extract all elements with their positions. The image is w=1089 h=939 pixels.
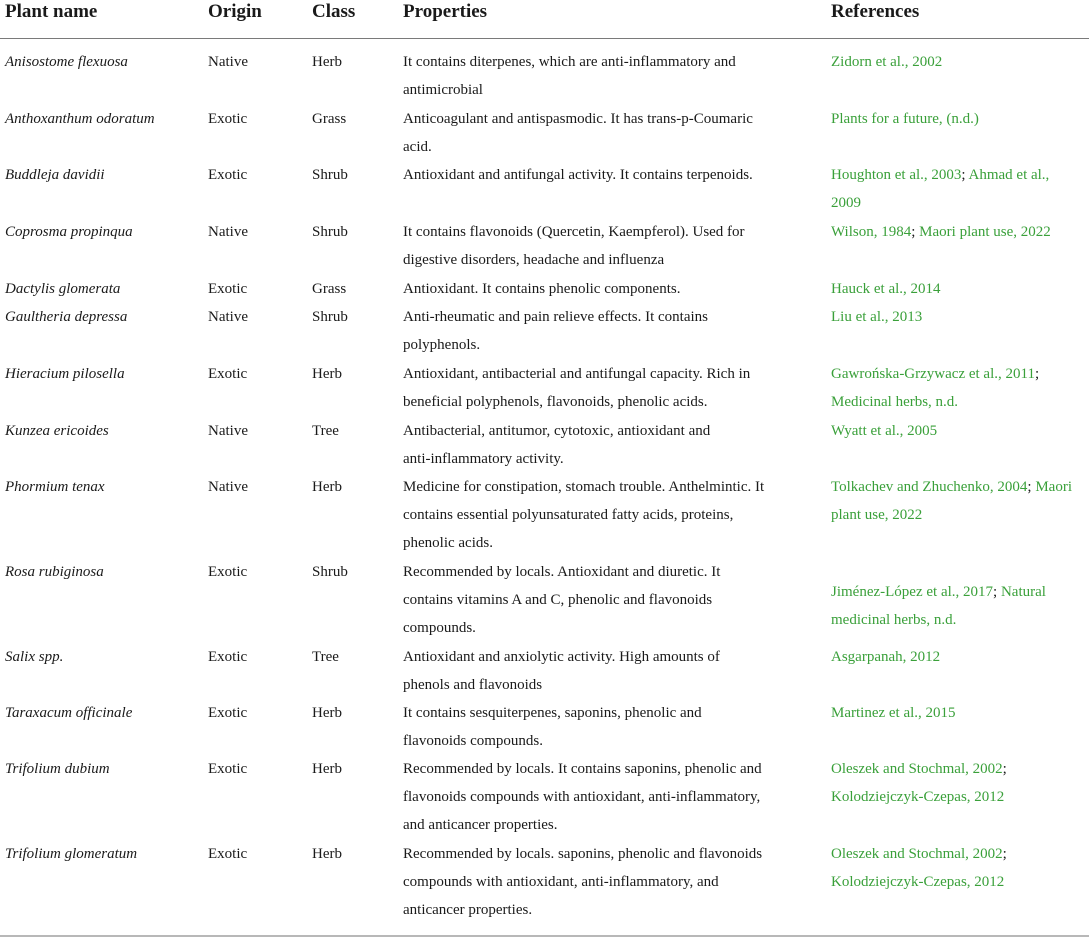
header-properties: Properties — [403, 1, 488, 22]
class-cell: Herb — [312, 479, 342, 495]
references-line — [831, 755, 1007, 783]
origin-cell: Exotic — [208, 846, 248, 862]
properties-line: compounds with antioxidant, anti-inflammatory, and — [403, 874, 719, 890]
plant-name-cell: Dactylis glomerata — [5, 281, 121, 297]
references-line — [831, 643, 940, 671]
origin-cell: Native — [208, 479, 248, 495]
properties-line: beneficial polyphenols, flavonoids, phenolic acids. — [403, 394, 708, 410]
plant-name-cell: Rosa rubiginosa — [5, 564, 104, 580]
plant-name-cell: Anthoxanthum odoratum — [5, 111, 155, 127]
properties-line: Antioxidant and antifungal activity. It contains terpenoids. — [403, 167, 753, 183]
header-origin: Origin — [208, 1, 262, 22]
reference-link[interactable]: Medicinal herbs, n.d. — [831, 394, 959, 410]
properties-line: phenols and flavonoids — [403, 677, 543, 693]
properties-line: Antioxidant and anxiolytic activity. High amounts of — [403, 649, 720, 665]
reference-link[interactable]: Zidorn et al., 2002 — [831, 54, 943, 70]
properties-line: It contains sesquiterpenes, saponins, phenolic and — [403, 705, 702, 721]
properties-line: Recommended by locals. Antioxidant and diuretic. It — [403, 564, 721, 580]
references-line — [831, 473, 1072, 501]
properties-line: Medicine for constipation, stomach trouble. Anthelmintic. It — [403, 479, 765, 495]
properties-line: It contains diterpenes, which are anti-inflammatory and — [403, 54, 736, 70]
references-line — [831, 303, 922, 331]
origin-cell: Native — [208, 54, 248, 70]
plant-name-cell: Gaultheria depressa — [5, 309, 128, 325]
origin-cell: Exotic — [208, 111, 248, 127]
reference-link[interactable]: Martinez et al., 2015 — [831, 705, 956, 721]
class-cell: Herb — [312, 54, 342, 70]
references-cell — [831, 643, 940, 671]
class-cell: Herb — [312, 761, 342, 777]
class-cell: Tree — [312, 649, 339, 665]
class-cell: Shrub — [312, 167, 348, 183]
class-cell: Herb — [312, 366, 342, 382]
reference-separator: ; — [1002, 761, 1007, 777]
properties-line: Recommended by locals. It contains saponins, phenolic and — [403, 761, 762, 777]
reference-separator: ; — [911, 224, 920, 240]
references-cell — [831, 48, 942, 76]
header-plant-name: Plant name — [5, 1, 98, 22]
plant-name-cell: Trifolium glomeratum — [5, 846, 138, 862]
properties-line: flavonoids compounds. — [403, 733, 543, 749]
class-cell: Shrub — [312, 309, 348, 325]
properties-cell — [403, 161, 753, 189]
references-line — [831, 105, 979, 133]
references-cell — [831, 699, 956, 727]
class-cell: Shrub — [312, 224, 348, 240]
reference-link[interactable]: Kolodziejczyk-Czepas, 2012 — [831, 789, 1005, 805]
properties-cell — [403, 473, 764, 557]
reference-link[interactable]: medicinal herbs, n.d. — [831, 612, 957, 628]
reference-separator: ; — [961, 167, 969, 183]
properties-line: Recommended by locals. saponins, phenolic and flavonoids — [403, 846, 763, 862]
properties-line: and anticancer properties. — [403, 817, 558, 833]
references-cell — [831, 275, 941, 303]
class-cell: Tree — [312, 423, 339, 439]
origin-cell: Native — [208, 309, 248, 325]
reference-link[interactable]: Gawrońska-Grzywacz et al., 2011 — [831, 366, 1035, 382]
properties-line: anticancer properties. — [403, 902, 533, 918]
reference-link[interactable]: Hauck et al., 2014 — [831, 281, 941, 297]
header-divider — [0, 38, 1089, 39]
plant-name-cell: Coprosma propinqua — [5, 224, 133, 240]
references-line — [831, 606, 1046, 634]
origin-cell: Exotic — [208, 167, 248, 183]
reference-link[interactable]: Kolodziejczyk-Czepas, 2012 — [831, 874, 1005, 890]
plant-name-cell: Kunzea ericoides — [5, 423, 109, 439]
reference-link[interactable]: Plants for a future, (n.d.) — [831, 111, 979, 127]
reference-link[interactable]: Tolkachev and Zhuchenko, 2004 — [831, 479, 1028, 495]
properties-cell — [403, 303, 708, 359]
properties-line: digestive disorders, headache and influenza — [403, 252, 665, 268]
properties-line: polyphenols. — [403, 337, 481, 353]
properties-line: contains essential polyunsaturated fatty acids, proteins, — [403, 507, 734, 523]
plant-name-cell: Salix spp. — [5, 649, 64, 665]
references-line — [831, 868, 1007, 896]
references-cell — [831, 360, 1039, 416]
reference-link[interactable]: Natural — [1000, 584, 1046, 600]
properties-cell — [403, 558, 720, 642]
references-line — [831, 275, 941, 303]
class-cell: Shrub — [312, 564, 348, 580]
references-cell — [831, 578, 1046, 634]
properties-cell — [403, 643, 720, 699]
references-cell — [831, 303, 922, 331]
table-bottom-divider — [0, 935, 1089, 937]
reference-link[interactable]: Houghton et al., 2003 — [831, 167, 962, 183]
properties-line: Antibacterial, antitumor, cytotoxic, antioxidant and — [403, 423, 711, 439]
properties-line: phenolic acids. — [403, 535, 493, 551]
plant-name-cell: Taraxacum officinale — [5, 705, 133, 721]
properties-cell — [403, 218, 745, 274]
reference-separator: ; — [1027, 479, 1036, 495]
origin-cell: Exotic — [208, 564, 248, 580]
references-cell — [831, 218, 1051, 246]
references-line — [831, 578, 1046, 606]
properties-line: anti-inflammatory activity. — [403, 451, 564, 467]
references-cell — [831, 473, 1072, 529]
header-references: References — [831, 1, 920, 22]
reference-link[interactable]: Ahmad et al., — [968, 167, 1050, 183]
properties-line: Antioxidant, antibacterial and antifungal capacity. Rich in — [403, 366, 751, 382]
reference-link[interactable]: Oleszek and Stochmal, 2002 — [831, 761, 1003, 777]
plant-name-cell: Hieracium pilosella — [5, 366, 125, 382]
origin-cell: Exotic — [208, 649, 248, 665]
reference-link[interactable]: Jiménez-López et al., 2017 — [831, 584, 994, 600]
properties-line: contains vitamins A and C, phenolic and flavonoids — [403, 592, 713, 608]
properties-cell — [403, 360, 750, 416]
plant-name-cell: Buddleja davidii — [5, 167, 105, 183]
plant-name-cell: Phormium tenax — [5, 479, 105, 495]
reference-link[interactable]: Wilson, 1984 — [831, 224, 912, 240]
reference-link[interactable]: 2009 — [831, 195, 861, 211]
reference-separator: ; — [1002, 846, 1007, 862]
references-line — [831, 218, 1051, 246]
reference-link[interactable]: plant use, 2022 — [831, 507, 923, 523]
origin-cell: Exotic — [208, 281, 248, 297]
properties-line: flavonoids compounds with antioxidant, anti-inflammatory, — [403, 789, 761, 805]
properties-line: Anticoagulant and antispasmodic. It has trans-p-Coumaric — [403, 111, 753, 127]
reference-link[interactable]: Maori — [1035, 479, 1072, 495]
origin-cell: Exotic — [208, 761, 248, 777]
origin-cell: Native — [208, 423, 248, 439]
reference-separator: ; — [1034, 366, 1040, 382]
references-line — [831, 699, 956, 727]
plant-name-cell: Anisostome flexuosa — [5, 54, 128, 70]
references-line — [831, 48, 942, 76]
references-line — [831, 840, 1007, 868]
origin-cell: Exotic — [208, 705, 248, 721]
origin-cell: Exotic — [208, 366, 248, 382]
reference-link[interactable]: Oleszek and Stochmal, 2002 — [831, 846, 1003, 862]
reference-link[interactable]: Wyatt et al., 2005 — [831, 423, 938, 439]
properties-line: acid. — [403, 139, 432, 155]
header-class: Class — [312, 1, 356, 22]
properties-line: It contains flavonoids (Quercetin, Kaempferol). Used for — [403, 224, 745, 240]
properties-cell — [403, 105, 753, 161]
references-cell — [831, 105, 979, 133]
references-cell — [831, 755, 1007, 811]
properties-line: antimicrobial — [403, 82, 483, 98]
properties-line: compounds. — [403, 620, 476, 636]
origin-cell: Native — [208, 224, 248, 240]
references-line — [831, 501, 1072, 529]
properties-line: Anti-rheumatic and pain relieve effects. It contains — [403, 309, 709, 325]
references-line — [831, 189, 1049, 217]
properties-cell — [403, 840, 762, 924]
reference-link[interactable]: Asgarpanah, 2012 — [831, 649, 941, 665]
properties-cell — [403, 417, 710, 473]
references-line — [831, 388, 1039, 416]
class-cell: Grass — [312, 281, 347, 297]
references-line — [831, 783, 1007, 811]
properties-cell — [403, 755, 762, 839]
references-cell — [831, 417, 937, 445]
properties-cell — [403, 48, 736, 104]
references-cell — [831, 840, 1007, 896]
properties-cell — [403, 699, 702, 755]
references-line — [831, 161, 1049, 189]
class-cell: Herb — [312, 846, 342, 862]
references-line — [831, 360, 1039, 388]
plant-name-cell: Trifolium dubium — [5, 761, 110, 777]
properties-cell — [403, 275, 680, 303]
table-header — [0, 0, 1089, 38]
class-cell: Herb — [312, 705, 342, 721]
references-line — [831, 417, 937, 445]
class-cell: Grass — [312, 111, 347, 127]
references-cell — [831, 161, 1049, 217]
reference-separator: ; — [993, 584, 1001, 600]
properties-line: Antioxidant. It contains phenolic components. — [403, 281, 681, 297]
reference-link[interactable]: Maori plant use, 2022 — [919, 224, 1051, 240]
reference-link[interactable]: Liu et al., 2013 — [831, 309, 923, 325]
